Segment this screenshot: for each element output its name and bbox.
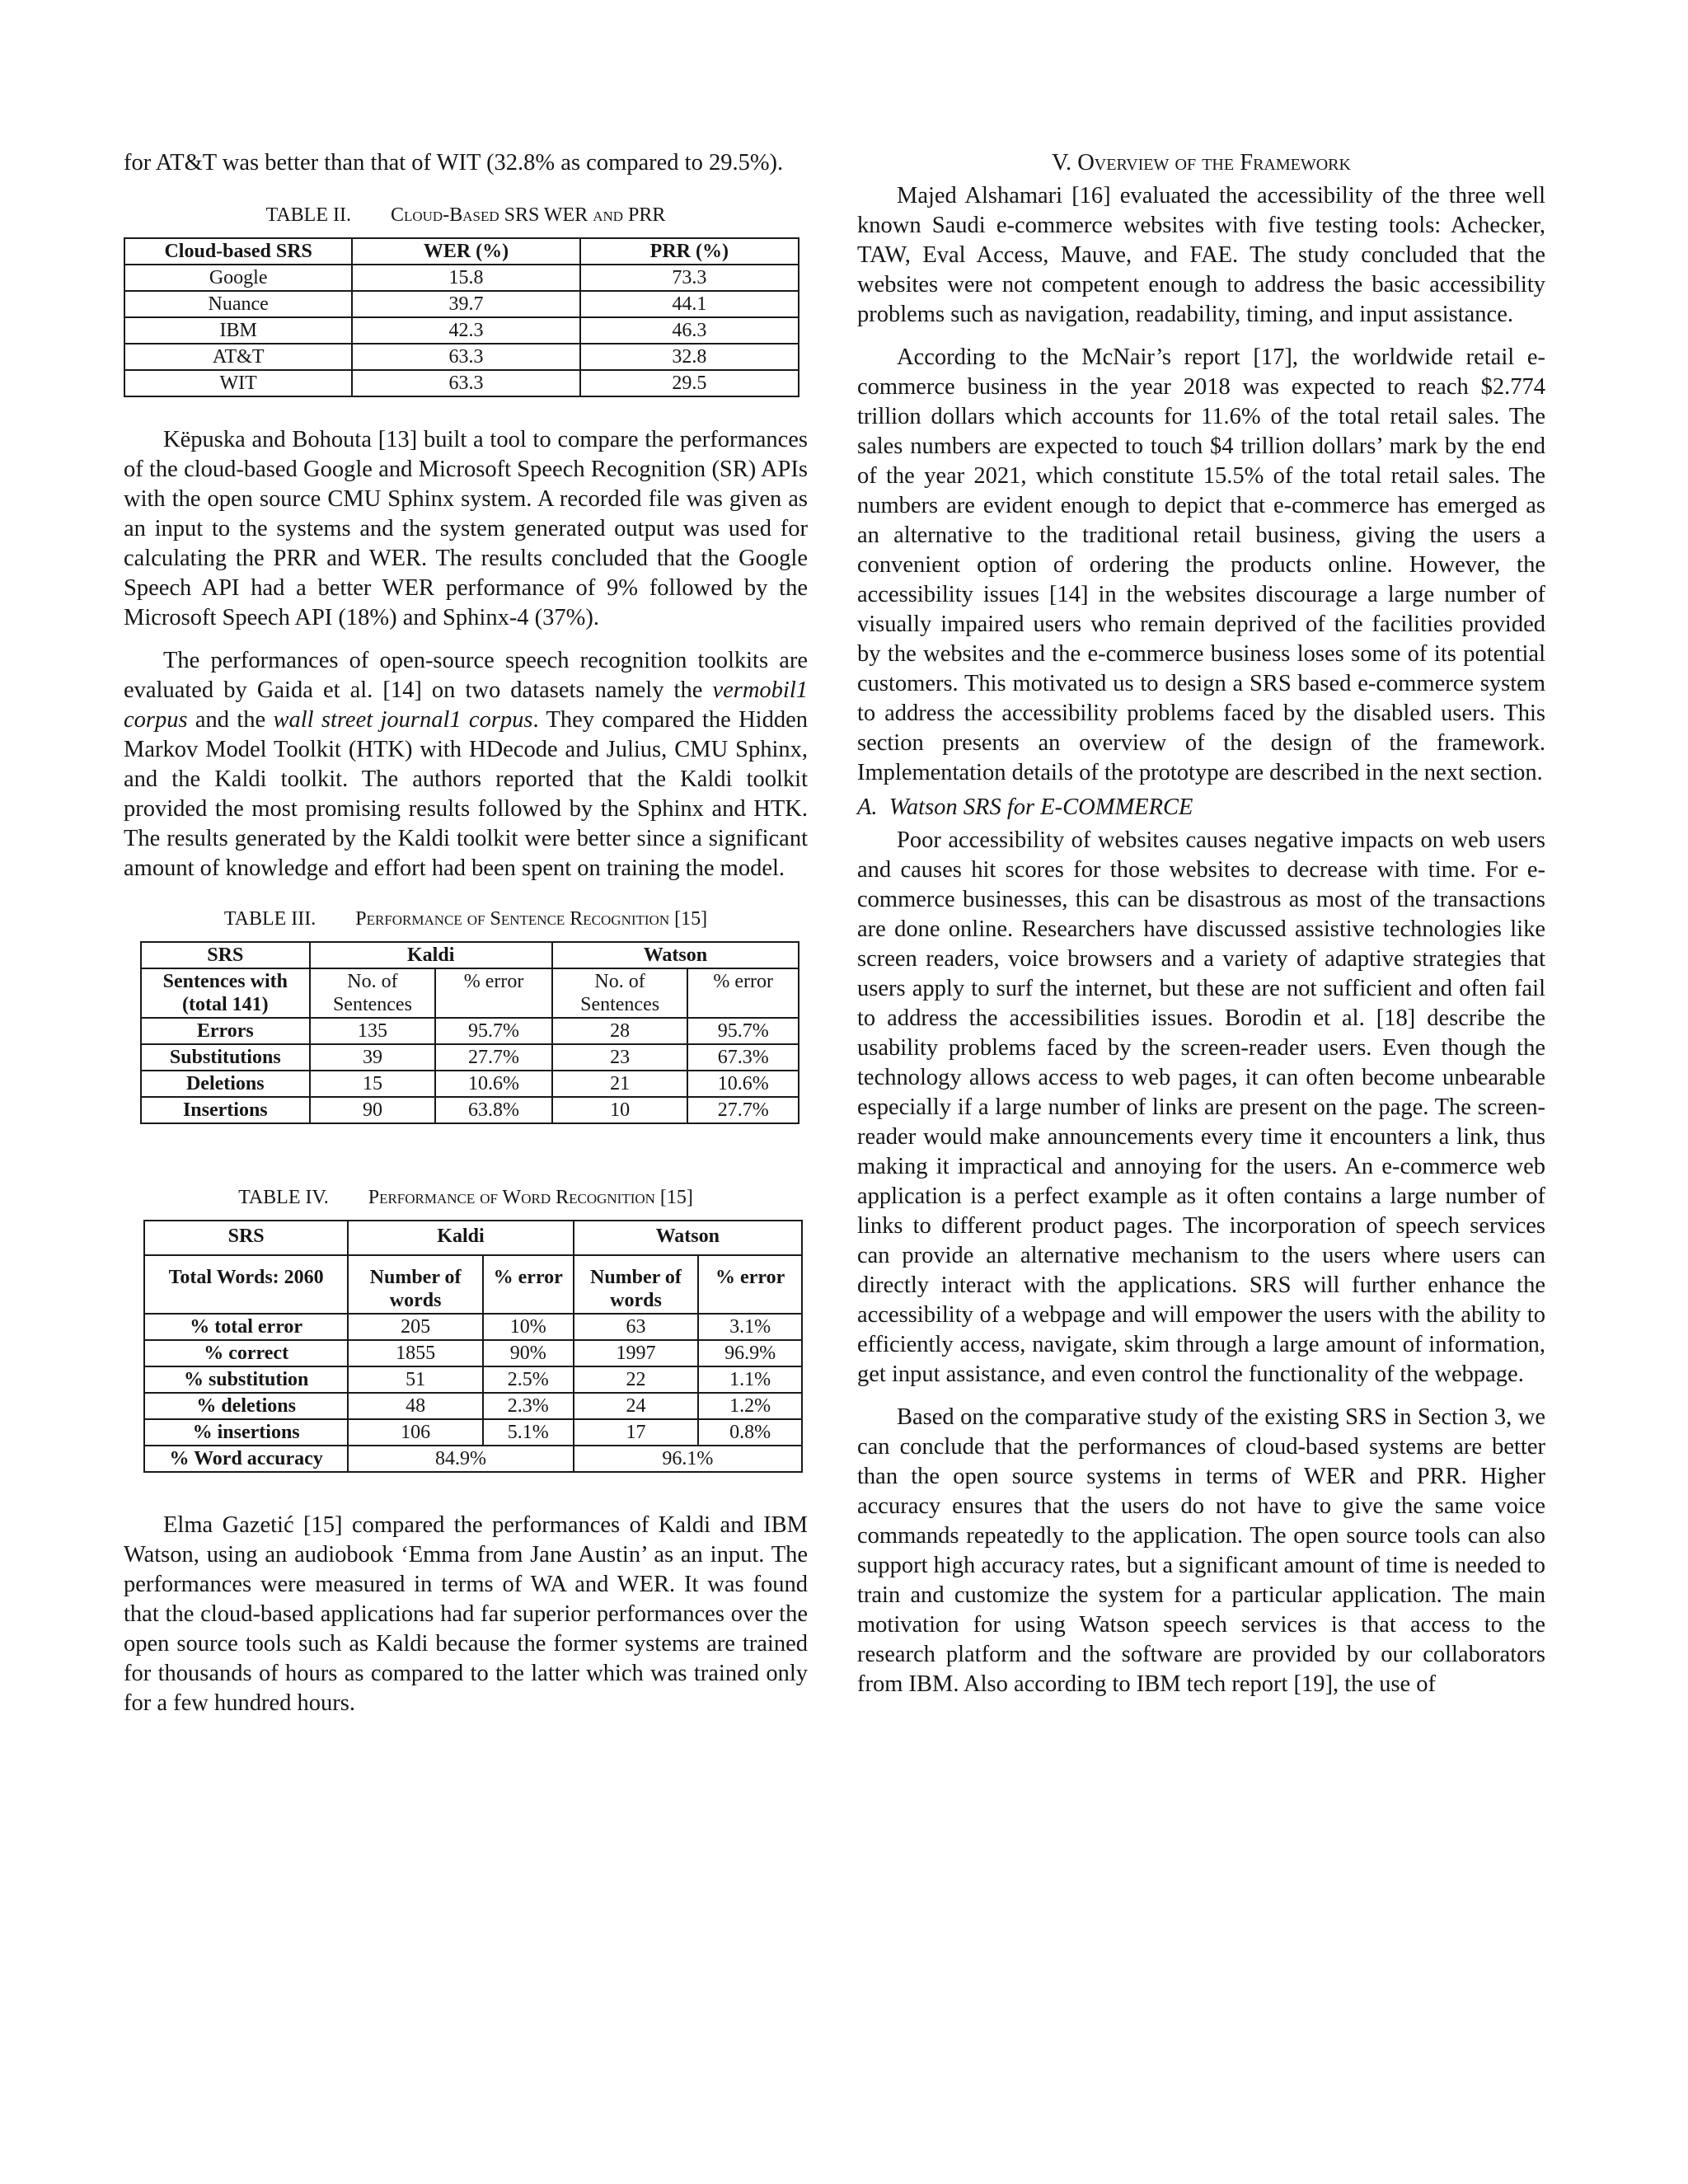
table-row — [124, 317, 799, 344]
table-4-caption — [124, 1185, 808, 1210]
text-run: . They compared the Hidden Markov Model Toolkit (HTK) with HDecode and Julius, CMU Sphinx, and the Kaldi toolkit. The authors reported that the Kaldi toolkit provided the most promising results followed by the Sphinx and HTK. The results generated by the Kaldi toolkit were better since a significant amount of knowledge and effort had been spent on training the model. — [124, 707, 809, 881]
table-row — [144, 1340, 802, 1366]
table-cell: 106 — [348, 1419, 483, 1446]
table-2 — [124, 237, 799, 397]
table-cell: 3.1% — [698, 1314, 802, 1340]
section-heading — [857, 148, 1545, 178]
table-cell: % substitution — [144, 1366, 348, 1393]
table-2-header: WER (%) — [352, 238, 579, 265]
table-cell: 67.3% — [687, 1044, 799, 1071]
section-number: V. — [1052, 150, 1072, 176]
table-cell: Insertions — [141, 1097, 310, 1123]
table-cell: 63.3 — [352, 344, 579, 370]
table-3-header: No. of Sentences — [552, 968, 688, 1018]
table-row — [124, 344, 799, 370]
table-cell: Errors — [141, 1018, 310, 1044]
table-cell: % Word accuracy — [144, 1446, 348, 1472]
table-row — [141, 1044, 799, 1071]
italic-corpus-name: vermobil1 corpus — [124, 677, 808, 733]
table-cell: 32.8 — [580, 344, 799, 370]
table-cell: 0.8% — [698, 1419, 802, 1446]
table-4-label: TABLE IV. — [238, 1187, 329, 1208]
table-cell: 15 — [310, 1071, 436, 1097]
table-cell: Substitutions — [141, 1044, 310, 1071]
table-cell: 1997 — [574, 1340, 699, 1366]
table-cell: % insertions — [144, 1419, 348, 1446]
paragraph-elma: Elma Gazetić [15] compared the performances of Kaldi and IBM Watson, using an audiobook ‘Emma from Jane Austin’ as an input. The performances were measured in terms of WA and WER. It was found that the cloud-based applications had far superior performances over the open source tools such as Kaldi because the former systems are trained for thousands of hours as compared to the latter which was trained only for a few hundred hours. — [124, 1512, 808, 1716]
table-row — [124, 265, 799, 291]
paragraph-based-on: Based on the comparative study of the existing SRS in Section 3, we can conclude that the performances of cloud-based systems are better than the open source systems in terms of WER and PRR. Higher accuracy ensures that the users do not have to give the same voice commands repeatedly to the application. The open source tools can also support high accuracy rates, but a significant amount of time is needed to train and customize the system for a particular application. The main motivation for using Watson speech services is that access to the research platform and the software are provided by our collaborators from IBM. Also according to IBM tech report [19], the use of — [857, 1404, 1545, 1697]
table-3 — [140, 941, 799, 1124]
table-cell: Deletions — [141, 1071, 310, 1097]
table-cell: % correct — [144, 1340, 348, 1366]
table-4-header: % error — [483, 1255, 574, 1314]
table-cell: 27.7% — [435, 1044, 552, 1071]
table-cell: 27.7% — [687, 1097, 799, 1123]
left-column — [124, 148, 808, 1718]
table-cell: 24 — [574, 1393, 699, 1419]
table-cell: 1.1% — [698, 1366, 802, 1393]
table-cell: 205 — [348, 1314, 483, 1340]
table-row — [124, 370, 799, 396]
table-cell: 28 — [552, 1018, 688, 1044]
table-cell: 2.3% — [483, 1393, 574, 1419]
table-4-header: SRS — [144, 1221, 348, 1255]
table-3-caption — [124, 907, 808, 931]
table-2-label: TABLE II. — [265, 204, 351, 226]
table-row — [144, 1419, 802, 1446]
table-cell: 95.7% — [687, 1018, 799, 1044]
table-4-header: Total Words: 2060 — [144, 1255, 348, 1314]
table-cell: 90% — [483, 1340, 574, 1366]
table-4-header: Watson — [574, 1221, 802, 1255]
paragraph-poor-accessibility: Poor accessibility of websites causes negative impacts on web users and causes hit scores for those websites to decrease with time. For e-commerce businesses, this can be disastrous as most of the transactions are done online. Researchers have discussed assistive technologies like screen readers, voice browsers and a variety of adaptive strategies that users apply to surf the internet, but these are not sufficient and often fail to address the accessibilities issues. Borodin et al. [18] describe the usability problems faced by the screen-reader users. Even though the technology allows access to web pages, it can often become unbearable especially if a large number of links are present on the page. The screen-reader would make announcements every time it encounters a link, thus making it impractical and annoying for the users. An e-commerce web application is a perfect example as it often contains a large number of links to different product pages. The incorporation of speech services can provide an alternative mechanism to the users where users can directly interact with the applications. SRS will further enhance the accessibility of a webpage and will empower the users with the ability to efficiently access, navigate, skim through a large amount of information, get input assistance, and even control the functionality of the webpage. — [857, 827, 1545, 1387]
table-row — [141, 1071, 799, 1097]
paragraph-kepuska: Këpuska and Bohouta [13] built a tool to compare the performances of the cloud-based Google and Microsoft Speech Recognition (SR) APIs with the open source CMU Sphinx system. A recorded file was given as an input to the systems and the system generated output was used for calculating the PRR and WER. The results concluded that the Google Speech API had a better WER performance of 9% followed by the Microsoft Speech API (18%) and Sphinx-4 (37%). — [124, 427, 808, 630]
paragraph-gaida — [124, 646, 808, 883]
paragraph-mcnair: According to the McNair’s report [17], the worldwide retail e-commerce business in the year 2018 was expected to reach $2.774 trillion dollars which accounts for 11.6% of the total retail sales. The sales numbers are expected to touch $4 trillion dollars’ mark by the end of the year 2021, which constitute 15.5% of the total retail sales. The numbers are evident enough to depict that e-commerce has emerged as an alternative to the traditional retail business, giving the users a convenient option of ordering the products online. However, the accessibility issues [14] in the websites discourage a large number of visually impaired users who remain deprived of the facilities provided by the websites and the e-commerce business loses some of its potential customers. This motivated us to design a SRS based e-commerce system to address the accessibility problems faced by the disabled users. This section presents an overview of the design of the framework. Implementation details of the prototype are described in the next section. — [857, 344, 1545, 785]
paragraph-majed: Majed Alshamari [16] evaluated the accessibility of the three well known Saudi e-commerce websites with five testing tools: Achecker, TAW, Eval Access, Mauve, and FAE. The study concluded that the websites were not competent enough to address the basic accessibility problems such as navigation, readability, timing, and input assistance. — [857, 183, 1545, 327]
subsection-heading: A. Watson SRS for E-COMMERCE — [857, 794, 1193, 820]
table-3-label: TABLE III. — [223, 908, 316, 930]
table-row — [144, 1366, 802, 1393]
table-cell: 44.1 — [580, 291, 799, 317]
table-cell: 135 — [310, 1018, 436, 1044]
table-cell: 96.9% — [698, 1340, 802, 1366]
table-cell: 10% — [483, 1314, 574, 1340]
table-cell: 1855 — [348, 1340, 483, 1366]
table-cell: Nuance — [124, 291, 352, 317]
table-3-header: Sentences with (total 141) — [141, 968, 310, 1018]
table-3-header: Kaldi — [310, 942, 552, 968]
table-cell: 48 — [348, 1393, 483, 1419]
table-cell: 15.8 — [352, 265, 579, 291]
table-cell: 1.2% — [698, 1393, 802, 1419]
table-cell: 51 — [348, 1366, 483, 1393]
table-cell: 2.5% — [483, 1366, 574, 1393]
table-3-header: No. of Sentences — [310, 968, 436, 1018]
table-cell: 10.6% — [435, 1071, 552, 1097]
table-cell: 39 — [310, 1044, 436, 1071]
table-row — [141, 1018, 799, 1044]
section-title: Overview of the Framework — [1077, 150, 1351, 176]
table-cell: 10.6% — [687, 1071, 799, 1097]
table-cell: % total error — [144, 1314, 348, 1340]
table-cell: 39.7 — [352, 291, 579, 317]
table-cell: 23 — [552, 1044, 688, 1071]
table-cell: 10 — [552, 1097, 688, 1123]
table-3-title: Performance of Sentence Recognition [15] — [355, 908, 708, 930]
table-cell: 46.3 — [580, 317, 799, 344]
italic-corpus-name: wall street journal1 corpus — [273, 707, 533, 733]
table-row — [141, 1097, 799, 1123]
table-cell: 63.8% — [435, 1097, 552, 1123]
table-row — [144, 1314, 802, 1340]
table-row — [124, 291, 799, 317]
table-3-header: % error — [687, 968, 799, 1018]
table-cell: 63.3 — [352, 370, 579, 396]
table-cell: AT&T — [124, 344, 352, 370]
table-cell: IBM — [124, 317, 352, 344]
table-cell: 84.9% — [348, 1446, 573, 1472]
table-4-header: Number of words — [348, 1255, 483, 1314]
table-cell: 90 — [310, 1097, 436, 1123]
table-3-header: % error — [435, 968, 552, 1018]
table-4-title: Performance of Word Recognition [15] — [368, 1187, 693, 1208]
table-2-header: Cloud-based SRS — [124, 238, 352, 265]
text-run: and the — [187, 707, 274, 733]
table-3-header: Watson — [552, 942, 799, 968]
table-cell: 21 — [552, 1071, 688, 1097]
table-row — [144, 1446, 802, 1472]
table-4-header: % error — [698, 1255, 802, 1314]
table-cell: % deletions — [144, 1393, 348, 1419]
table-2-title: Cloud-Based SRS WER and PRR — [390, 204, 666, 226]
paragraph-intro: for AT&T was better than that of WIT (32.8% as compared to 29.5%). — [124, 150, 784, 176]
table-cell: 95.7% — [435, 1018, 552, 1044]
table-cell: 22 — [574, 1366, 699, 1393]
table-cell: 96.1% — [574, 1446, 802, 1472]
table-2-caption — [124, 203, 808, 227]
table-3-header: SRS — [141, 942, 310, 968]
right-column — [857, 148, 1545, 1699]
table-cell: 17 — [574, 1419, 699, 1446]
table-4 — [143, 1220, 803, 1473]
table-cell: 73.3 — [580, 265, 799, 291]
table-cell: Google — [124, 265, 352, 291]
table-cell: WIT — [124, 370, 352, 396]
table-row — [144, 1393, 802, 1419]
text-run: The performances of open-source speech recognition toolkits are evaluated by Gaida et al. [14] on two datasets namely the — [124, 648, 808, 703]
table-2-header: PRR (%) — [580, 238, 799, 265]
table-4-header: Kaldi — [348, 1221, 573, 1255]
table-cell: 63 — [574, 1314, 699, 1340]
table-cell: 42.3 — [352, 317, 579, 344]
table-4-header: Number of words — [574, 1255, 699, 1314]
table-cell: 5.1% — [483, 1419, 574, 1446]
table-cell: 29.5 — [580, 370, 799, 396]
